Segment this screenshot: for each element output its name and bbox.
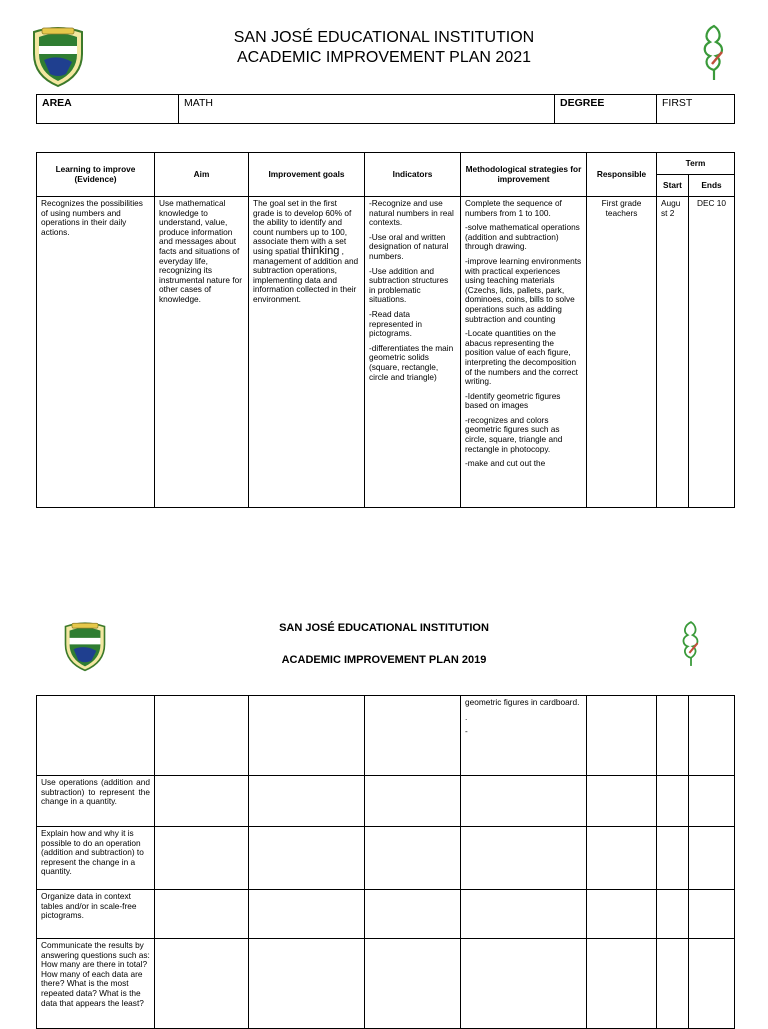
strategy-item: . <box>465 711 468 722</box>
cell-learning: Organize data in context tables and/or in scale-free pictograms. <box>37 890 155 939</box>
indicator-item: -Recognize and use natural numbers in real contexts. <box>369 198 454 228</box>
school-name: SAN JOSÉ EDUCATIONAL INSTITUTION <box>279 622 489 634</box>
header-responsible: Responsible <box>587 153 657 197</box>
indicator-item: -Use oral and written designation of natural numbers. <box>369 231 449 261</box>
school-name: SAN JOSÉ EDUCATIONAL INSTITUTION <box>233 29 535 46</box>
strategy-item: Complete the sequence of numbers from 1 to 100. <box>465 198 562 218</box>
area-label: AREA <box>37 95 179 124</box>
green-emblem-icon <box>678 620 704 668</box>
cell-goals <box>249 197 365 508</box>
cell-learning: Use operations (addition and subtraction) to represent the change in a quantity. <box>37 776 155 827</box>
cell-learning: Explain how and why it is possible to do an operation (addition and subtraction) to represent the change in a quantity. <box>37 827 155 890</box>
goals-text-big: thinking <box>301 244 340 257</box>
cell-strategies <box>461 197 587 508</box>
goals-text-b: , management of addition and subtraction operations, implementing data and information collected in their environment. <box>253 245 359 304</box>
school-crest-logo <box>30 24 86 88</box>
cell-ends: DEC 10 <box>689 197 735 508</box>
header-ends: Ends <box>689 175 735 197</box>
plan-title: ACADEMIC IMPROVEMENT PLAN 2021 <box>236 49 531 66</box>
strategy-item: -Identify geometric figures based on images <box>465 390 561 411</box>
cell-learning: Communicate the results by answering questions such as: How many are there in total? How many of each data are there? What is the most repeated data? What is the data that appears the least? <box>37 939 155 1029</box>
indicator-item: -differentiates the main geometric solids (square, rectangle, circle and triangle) <box>369 342 454 382</box>
cell-learning: Recognizes the possibilities of using numbers and operations in their daily actions. <box>37 197 155 508</box>
strategy-item: - <box>465 726 468 737</box>
header-term: Term <box>657 153 735 175</box>
school-crest-logo <box>62 620 108 672</box>
plan-title: ACADEMIC IMPROVEMENT PLAN 2019 <box>281 654 487 666</box>
cell-aim: Use mathematical knowledge to understand, value, produce information and messages about facts and situations of everyday life, recognizing its instrumental nature for other cases of knowledge. <box>155 197 249 508</box>
degree-label: DEGREE <box>555 95 657 124</box>
goals-text-a: The goal set in the first grade is to develop 60% of the ability to identify and count numbers up to 100, associate them with a set using spatial <box>253 198 352 256</box>
header-indicators: Indicators <box>365 153 461 197</box>
strategy-item: -Locate quantities on the abacus representing the position value of each figure, interpreting the decomposition of the numbers and the correct writing. <box>465 328 578 387</box>
indicator-item: -Read data represented in pictograms. <box>369 308 423 339</box>
area-degree-table <box>36 94 735 124</box>
indicator-item: -Use addition and subtraction structures in problematic situations. <box>369 265 449 305</box>
cell-indicators <box>365 197 461 508</box>
header-aim: Aim <box>155 153 249 197</box>
green-emblem-icon <box>698 24 730 82</box>
header-learning: Learning to improve (Evidence) <box>37 153 155 197</box>
improvement-plan-table-continued <box>36 695 735 1029</box>
strategy-item: -improve learning environments with practical experiences using teaching materials (Czechs, lids, pallets, park, dominoes, coins, bills to solve operations such as adding subtraction and counting <box>465 255 582 324</box>
cell-responsible: First grade teachers <box>587 197 657 508</box>
improvement-plan-table <box>36 152 735 508</box>
strategy-item: -solve mathematical operations (addition and subtraction) through drawing. <box>465 222 580 252</box>
area-value: MATH <box>179 95 555 124</box>
cell-start: August 2 <box>657 197 689 508</box>
cell-strategies <box>461 696 587 776</box>
strategy-item: -make and cut out the <box>465 458 546 469</box>
header-start: Start <box>657 175 689 197</box>
strategy-item: -recognizes and colors geometric figures such as circle, square, triangle and rectangle in photocopy. <box>465 414 563 454</box>
header-strategies: Methodological strategies for improvement <box>461 153 587 197</box>
degree-value: FIRST <box>657 95 735 124</box>
header-goals: Improvement goals <box>249 153 365 197</box>
strategy-item: geometric figures in cardboard. <box>465 697 580 707</box>
